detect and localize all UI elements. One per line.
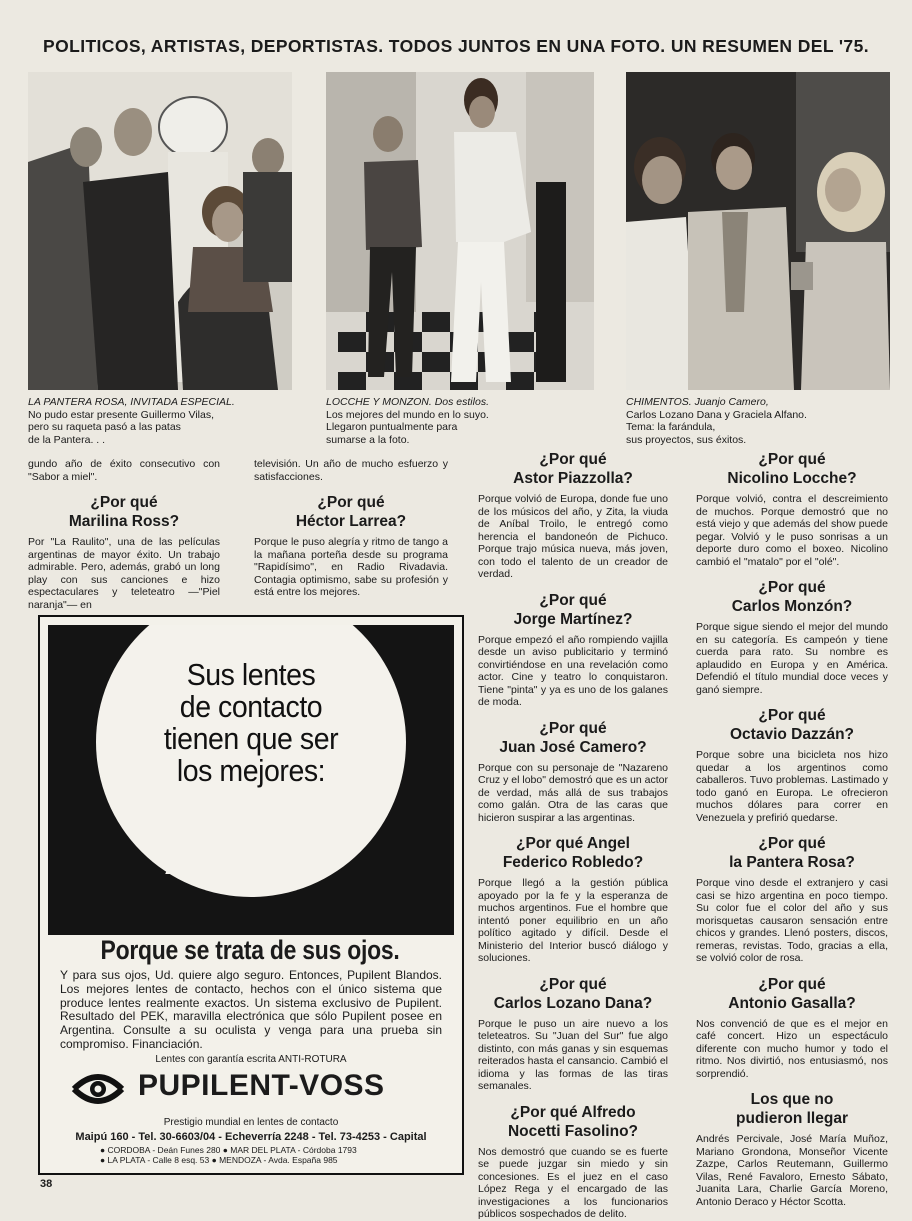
ad-headline-line: los mejores: xyxy=(176,753,326,788)
section-heading xyxy=(478,450,668,488)
heading-line: ¿Por qué xyxy=(90,494,158,511)
caption-lead: LA PANTERA ROSA, INVITADA ESPECIAL. xyxy=(28,396,235,408)
ad-address: Maipú 160 - Tel. 30-6603/04 - Echeverría 2248 - Tel. 73-4253 - Capital xyxy=(75,1131,427,1143)
ad-headline xyxy=(64,659,438,787)
heading-line: Antonio Gasalla? xyxy=(728,994,856,1012)
ad-logo-name: PUPILENT-VOSS xyxy=(138,1069,385,1102)
heading-line: Jorge Martínez? xyxy=(513,610,633,628)
column-4 xyxy=(696,450,888,1208)
ad-tagline: Porque se trata de sus ojos. xyxy=(100,935,400,965)
section-heading xyxy=(696,578,888,616)
section-heading xyxy=(696,975,888,1013)
caption-line: pero su raqueta pasó a las patas xyxy=(28,421,181,433)
pupilent-advertisement xyxy=(38,615,464,1175)
caption-lead: LOCCHE Y MONZON. Dos estilos. xyxy=(326,396,489,408)
ad-branches xyxy=(100,1145,430,1165)
caption-locche-monzon xyxy=(326,396,594,446)
section-text: Porque volvió de Europa, donde fue uno de los músicos del año, y Zita, la viuda de Aníbal Troilo, le entregó como herencia el bandoneón de Pichuco. Porque trajo música nueva, más joven, con todo el talento de un creador de verdad. xyxy=(478,493,668,580)
ad-branch-line: ● LA PLATA - Calle 8 esq. 53 ● MENDOZA - Avda. España 985 xyxy=(100,1155,338,1165)
section-text: Porque con su personaje de "Nazareno Cruz y el lobo" demostró que es un actor de verdad, más allá de sus trabajos como galán. Otra de las caras que hicieron suspirar a las argentinas. xyxy=(478,761,668,824)
section-heading xyxy=(696,450,888,488)
section-heading xyxy=(478,834,668,872)
section-heading xyxy=(696,834,888,872)
caption-line: sumarse a la foto. xyxy=(326,433,410,446)
column-1 xyxy=(28,458,220,611)
column-2 xyxy=(254,458,448,599)
heading-line: Marilina Ross? xyxy=(68,513,180,530)
photo-locche-monzon xyxy=(326,72,594,390)
heading-line: Carlos Lozano Dana? xyxy=(493,994,653,1012)
heading-line: Carlos Monzón? xyxy=(731,598,853,615)
continued-text: gundo año de éxito consecutivo con "Sabor a miel". xyxy=(28,458,220,483)
section-heading xyxy=(478,975,668,1013)
ad-body-text: Y para sus ojos, Ud. quiere algo seguro. Entonces, Pupilent Blandos. Los mejores lentes de contacto, hechos con el único sistema que produce lentes realmente exactos. Un sistema exclusivo de Pupilent. Resultado del PEK, maravilla electrónica que sólo Pupilent posee en Argentina. Consulte a su oculista y venga para una prueba sin compromiso. Financiación. xyxy=(60,968,442,1051)
photo-chimentos xyxy=(626,72,890,390)
section-heading xyxy=(478,719,668,757)
caption-line: Los mejores del mundo en lo suyo. xyxy=(326,408,489,421)
ad-headline-line: tienen que ser xyxy=(163,721,339,756)
heading-line: ¿Por qué Angel xyxy=(516,835,630,852)
heading-line: Juan José Camero? xyxy=(499,738,647,756)
section-text: Porque sigue siendo el mejor del mundo en su categoría. Es campeón y tiene cuerda para rato. Su nombre es aplaudido en Europa y en América. Defendió el título mundial doce veces y ganó siempre. xyxy=(696,621,888,696)
heading-line: Octavio Dazzán? xyxy=(729,726,855,743)
ad-banner xyxy=(48,625,454,935)
ad-brand-line: blandos xyxy=(162,836,333,883)
section-heading xyxy=(696,1090,888,1128)
caption-line: sus proyectos, sus éxitos. xyxy=(626,433,747,446)
caption-lead: CHIMENTOS. Juanjo Camero, xyxy=(626,396,769,408)
ad-warranty: Lentes con garantía escrita ANTI-ROTURA xyxy=(155,1054,347,1065)
heading-line: Nocetti Fasolino? xyxy=(507,1122,639,1140)
caption-line: Tema: la farándula, xyxy=(626,421,716,433)
page-number: 38 xyxy=(40,1178,53,1190)
ad-brand xyxy=(48,796,454,883)
heading-line: Nicolino Locche? xyxy=(727,470,857,487)
heading-line: Héctor Larrea? xyxy=(295,513,407,530)
heading-line: ¿Por qué xyxy=(758,975,826,993)
section-text: Andrés Percivale, José María Muñoz, Mariano Grondona, Monseñor Vicente Zazpe, Carlos Reutemann, Guillermo Vilas, René Favaloro, Ernesto Sábato, Juanita Lara, Charlie García Moreno, Antonio Deraco y Héctor Scotta. xyxy=(696,1133,888,1208)
heading-line: ¿Por qué Alfredo xyxy=(510,1103,636,1121)
continued-text: televisión. Un año de mucho esfuerzo y satisfacciones. xyxy=(254,458,448,483)
ad-headline-line: de contacto xyxy=(179,689,323,724)
heading-line: ¿Por qué xyxy=(758,835,826,852)
caption-line: Carlos Lozano Dana y Graciela Alfano. xyxy=(626,408,807,421)
section-text: Porque volvió, contra el descreimiento de muchos. Porque demostró que no está viejo y que además del show puede pegar. Volvió y le puso sonrisas a un deporte duro como el boxeo. Nicolino cambió el "matalo" por el "olé". xyxy=(696,493,888,568)
section-text: Porque le puso alegría y ritmo de tango a la mañana porteña desde su programa "Rapidísimo", en Radio Rivadavia. Contagia optimismo, sabe su profesión y está entre los mejores. xyxy=(254,536,448,598)
section-heading xyxy=(28,493,220,531)
section-text: Porque sobre una bicicleta nos hizo quedar a los argentinos como caballeros. Tuvo problemas. Lastimado y todo ganó en Europa. Le ofrecieron muchos dólares para correr en Venezuela y prefirió quedarse. xyxy=(696,749,888,824)
section-text: Porque vino desde el extranjero y casi casi se hizo argentina en poco tiempo. Su color fue el color del año y sus morisquetas causaron sensación entre chicos y grandes. Llenó posters, discos, remeras, revistas. Todo, gracias a ella, se volvió color de rosa. xyxy=(696,877,888,964)
ad-headline-line: Sus lentes xyxy=(186,657,316,692)
heading-line: ¿Por qué xyxy=(539,451,607,468)
caption-pantera-rosa xyxy=(28,396,292,446)
photo-pantera-rosa xyxy=(28,72,292,390)
section-text: Por "La Raulito", una de las películas argentinas de mayor éxito. Un trabajo admirable. Pero, además, grabó un long play con sus canciones e hizo espectaculares y teleteatro —"Piel naranja"— en xyxy=(28,536,220,611)
ad-brand-line: Pupilent xyxy=(167,796,342,843)
column-3 xyxy=(478,450,668,1221)
page-headline: POLITICOS, ARTISTAS, DEPORTISTAS. TODOS JUNTOS EN UNA FOTO. UN RESUMEN DEL '75. xyxy=(43,36,869,56)
heading-line: Federico Robledo? xyxy=(502,854,644,871)
heading-line: ¿Por qué xyxy=(539,975,607,993)
heading-line: la Pantera Rosa? xyxy=(729,854,855,871)
heading-line: Astor Piazzolla? xyxy=(513,470,633,487)
heading-line: ¿Por qué xyxy=(758,451,826,468)
ad-branch-line: ● CORDOBA - Deán Funes 280 ● MAR DEL PLATA - Córdoba 1793 xyxy=(100,1145,357,1155)
section-text: Porque llegó a la gestión pública apoyado por la fe y la esperanza de muchos argentinos. Fue el hombre que intentó poner equilibrio en un año político agitado y difícil. Desde el Ministerio del Interior buscó diálogo y soluciones. xyxy=(478,877,668,964)
section-text: Nos demostró que cuando se es fuerte se puede juzgar sin miedo y sin concesiones. Es el juez en el caso López Rega y el encargado de las investigaciones a los funcionarios públicos sospechados de delito. xyxy=(478,1145,668,1220)
heading-line: ¿Por qué xyxy=(758,579,826,596)
eye-logo-icon xyxy=(70,1069,126,1109)
caption-line: Llegaron puntualmente para xyxy=(326,421,458,433)
caption-line: de la Pantera. . . xyxy=(28,433,106,446)
heading-line: ¿Por qué xyxy=(758,707,826,724)
ad-logo xyxy=(70,1069,440,1109)
heading-line: Los que no xyxy=(750,1091,834,1108)
caption-chimentos xyxy=(626,396,890,446)
ad-prestige: Prestigio mundial en lentes de contacto xyxy=(163,1117,339,1128)
section-heading xyxy=(696,706,888,744)
heading-line: ¿Por qué xyxy=(539,591,607,609)
heading-line: ¿Por qué xyxy=(317,494,385,511)
heading-line: pudieron llegar xyxy=(736,1110,848,1127)
section-text: Porque empezó el año rompiendo vajilla desde un aviso publicitario y terminó convirtiéndose en una revelación como actor. Cine y teatro lo conquistaron. Tiene "pinta" y ya es uno de los galanes de moda. xyxy=(478,633,668,708)
caption-line: No pudo estar presente Guillermo Vilas, xyxy=(28,408,214,421)
heading-line: ¿Por qué xyxy=(539,719,607,737)
section-text: Porque le puso un aire nuevo a los teleteatros. Su "Juan del Sur" fue algo distinto, con más ganas y sin esquemas reiterados hasta el cansancio. Cambió el idioma y las formas de las tiras semanales. xyxy=(478,1017,668,1092)
section-heading xyxy=(478,591,668,629)
section-heading xyxy=(254,493,448,531)
section-heading xyxy=(478,1103,668,1141)
section-text: Nos convenció de que es el mejor en café concert. Hizo un espectáculo diferente con mucho humor y todo el ritmo. Nos divirtió, nos entusiasmó, nos sorprendió. xyxy=(696,1017,888,1080)
